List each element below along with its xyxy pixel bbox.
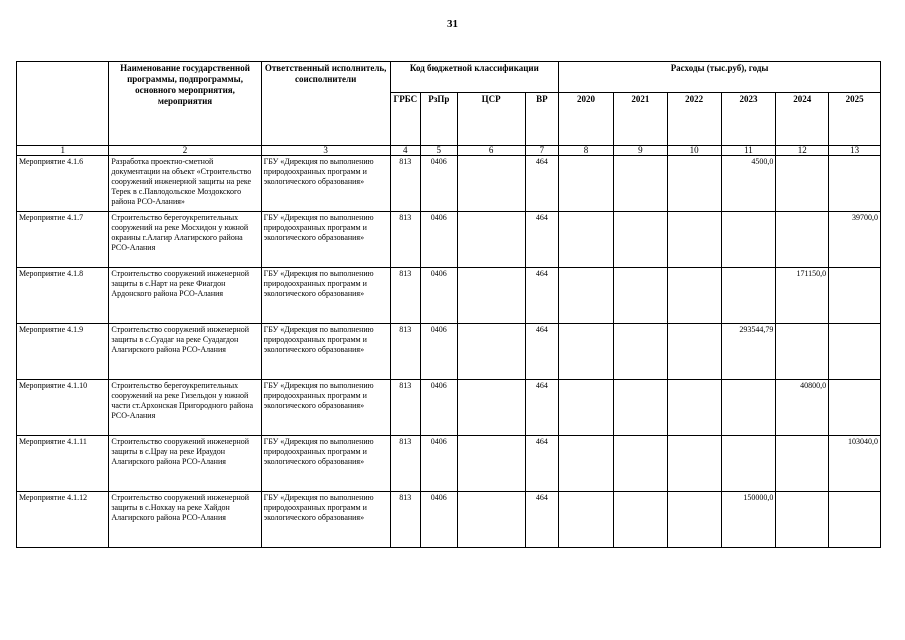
header-grbs: ГРБС [390, 93, 420, 146]
vr-cell: 464 [525, 436, 559, 492]
header-year: 2023 [721, 93, 776, 146]
csr-cell [457, 156, 525, 212]
grbs-cell: 813 [390, 324, 420, 380]
column-index: 4 [390, 146, 420, 156]
grbs-cell: 813 [390, 156, 420, 212]
expense-2022-cell [667, 268, 721, 324]
measure-id-cell: Мероприятие 4.1.6 [17, 156, 109, 212]
grbs-cell: 813 [390, 212, 420, 268]
expense-2020-cell [559, 436, 614, 492]
column-index: 8 [559, 146, 614, 156]
expense-2021-cell [613, 156, 667, 212]
column-index: 2 [109, 146, 261, 156]
expense-2023-cell: 293544,79 [721, 324, 776, 380]
csr-cell [457, 268, 525, 324]
header-expenses: Расходы (тыс.руб), годы [559, 62, 881, 93]
measure-name-cell: Разработка проектно-сметной документации на объект «Строительство сооружений инженерной защиты на реке Терек в с.Павлодольское Моздокского района РСО-Алания» [109, 156, 261, 212]
table-row [17, 324, 881, 380]
column-index: 13 [829, 146, 881, 156]
column-index: 5 [421, 146, 458, 156]
table-row [17, 268, 881, 324]
expense-2022-cell [667, 324, 721, 380]
csr-cell [457, 492, 525, 548]
csr-cell [457, 380, 525, 436]
expense-2025-cell: 103040,0 [829, 436, 881, 492]
expense-2025-cell [829, 156, 881, 212]
column-index: 3 [261, 146, 390, 156]
vr-cell: 464 [525, 268, 559, 324]
expense-2022-cell [667, 212, 721, 268]
table-row [17, 212, 881, 268]
measure-id-cell: Мероприятие 4.1.11 [17, 436, 109, 492]
table-row [17, 492, 881, 548]
csr-cell [457, 324, 525, 380]
csr-cell [457, 212, 525, 268]
budget-table [16, 61, 881, 548]
expense-2024-cell [776, 156, 829, 212]
expense-2020-cell [559, 324, 614, 380]
grbs-cell: 813 [390, 492, 420, 548]
measure-name-cell: Строительство сооружений инженерной защиты в с.Нарт на реке Фиагдон Ардонского района РСО-Алания [109, 268, 261, 324]
measure-name-cell: Строительство берегоукрепительных сооружений на реке Гизельдон у южной части ст.Архонская Пригородного района РСО-Алания [109, 380, 261, 436]
expense-2021-cell [613, 380, 667, 436]
vr-cell: 464 [525, 156, 559, 212]
expense-2022-cell [667, 436, 721, 492]
table-row [17, 436, 881, 492]
rzpr-cell: 0406 [421, 156, 458, 212]
expense-2021-cell [613, 492, 667, 548]
header-year: 2020 [559, 93, 614, 146]
rzpr-cell: 0406 [421, 212, 458, 268]
responsible-cell: ГБУ «Дирекция по выполнению природоохранных программ и экологического образования» [261, 436, 390, 492]
expense-2020-cell [559, 492, 614, 548]
measure-name-cell: Строительство сооружений инженерной защиты в с.Нохкау на реке Хайдон Алагирского района РСО-Алания [109, 492, 261, 548]
expense-2024-cell [776, 492, 829, 548]
csr-cell [457, 436, 525, 492]
expense-2022-cell [667, 156, 721, 212]
expense-2025-cell [829, 268, 881, 324]
column-index: 7 [525, 146, 559, 156]
header-year: 2024 [776, 93, 829, 146]
expense-2023-cell: 150000,0 [721, 492, 776, 548]
expense-2025-cell: 39700,0 [829, 212, 881, 268]
vr-cell: 464 [525, 380, 559, 436]
header-responsible: Ответственный исполнитель, соисполнители [261, 62, 390, 146]
expense-2023-cell [721, 212, 776, 268]
column-index: 10 [667, 146, 721, 156]
expense-2021-cell [613, 268, 667, 324]
column-index-row [17, 146, 881, 156]
expense-2020-cell [559, 212, 614, 268]
responsible-cell: ГБУ «Дирекция по выполнению природоохранных программ и экологического образования» [261, 268, 390, 324]
grbs-cell: 813 [390, 436, 420, 492]
expense-2025-cell [829, 324, 881, 380]
expense-2020-cell [559, 380, 614, 436]
vr-cell: 464 [525, 492, 559, 548]
responsible-cell: ГБУ «Дирекция по выполнению природоохранных программ и экологического образования» [261, 212, 390, 268]
header-rzpr: РзПр [421, 93, 458, 146]
measure-id-cell: Мероприятие 4.1.10 [17, 380, 109, 436]
expense-2021-cell [613, 212, 667, 268]
responsible-cell: ГБУ «Дирекция по выполнению природоохранных программ и экологического образования» [261, 324, 390, 380]
measure-id-cell: Мероприятие 4.1.8 [17, 268, 109, 324]
header-year: 2022 [667, 93, 721, 146]
column-index: 9 [613, 146, 667, 156]
expense-2024-cell: 171150,0 [776, 268, 829, 324]
grbs-cell: 813 [390, 268, 420, 324]
rzpr-cell: 0406 [421, 436, 458, 492]
measure-name-cell: Строительство сооружений инженерной защиты в с.Суадаг на реке Суадагдон Алагирского района РСО-Алания [109, 324, 261, 380]
expense-2023-cell [721, 380, 776, 436]
expense-2022-cell [667, 380, 721, 436]
header-csr: ЦСР [457, 93, 525, 146]
measure-name-cell: Строительство сооружений инженерной защиты в с.Црау на реке Ираудон Алагирского района РСО-Алания [109, 436, 261, 492]
header-vr: ВР [525, 93, 559, 146]
responsible-cell: ГБУ «Дирекция по выполнению природоохранных программ и экологического образования» [261, 492, 390, 548]
expense-2023-cell [721, 436, 776, 492]
expense-2020-cell [559, 268, 614, 324]
measure-name-cell: Строительство берегоукрепительных сооружений на реке Мосхидон у южной окраины г.Алагир Алагирского района РСО-Алания [109, 212, 261, 268]
header-empty-cell [17, 62, 109, 146]
expense-2024-cell [776, 436, 829, 492]
expense-2021-cell [613, 324, 667, 380]
table-row [17, 156, 881, 212]
expense-2025-cell [829, 492, 881, 548]
table-row [17, 380, 881, 436]
column-index: 11 [721, 146, 776, 156]
rzpr-cell: 0406 [421, 380, 458, 436]
vr-cell: 464 [525, 324, 559, 380]
expense-2022-cell [667, 492, 721, 548]
column-index: 12 [776, 146, 829, 156]
responsible-cell: ГБУ «Дирекция по выполнению природоохранных программ и экологического образования» [261, 156, 390, 212]
column-index: 1 [17, 146, 109, 156]
expense-2021-cell [613, 436, 667, 492]
measure-id-cell: Мероприятие 4.1.7 [17, 212, 109, 268]
header-budget-code: Код бюджетной классификации [390, 62, 559, 93]
expense-2025-cell [829, 380, 881, 436]
expense-2024-cell: 40800,0 [776, 380, 829, 436]
vr-cell: 464 [525, 212, 559, 268]
grbs-cell: 813 [390, 380, 420, 436]
expense-2024-cell [776, 212, 829, 268]
measure-id-cell: Мероприятие 4.1.9 [17, 324, 109, 380]
responsible-cell: ГБУ «Дирекция по выполнению природоохранных программ и экологического образования» [261, 380, 390, 436]
header-year: 2021 [613, 93, 667, 146]
header-name: Наименование государственной программы, подпрограммы, основного мероприятия, мероприятия [109, 62, 261, 146]
expense-2024-cell [776, 324, 829, 380]
header-year: 2025 [829, 93, 881, 146]
column-index: 6 [457, 146, 525, 156]
expense-2023-cell: 4500,0 [721, 156, 776, 212]
expense-2023-cell [721, 268, 776, 324]
rzpr-cell: 0406 [421, 324, 458, 380]
expense-2020-cell [559, 156, 614, 212]
rzpr-cell: 0406 [421, 268, 458, 324]
page-number: 31 [447, 18, 458, 30]
rzpr-cell: 0406 [421, 492, 458, 548]
measure-id-cell: Мероприятие 4.1.12 [17, 492, 109, 548]
